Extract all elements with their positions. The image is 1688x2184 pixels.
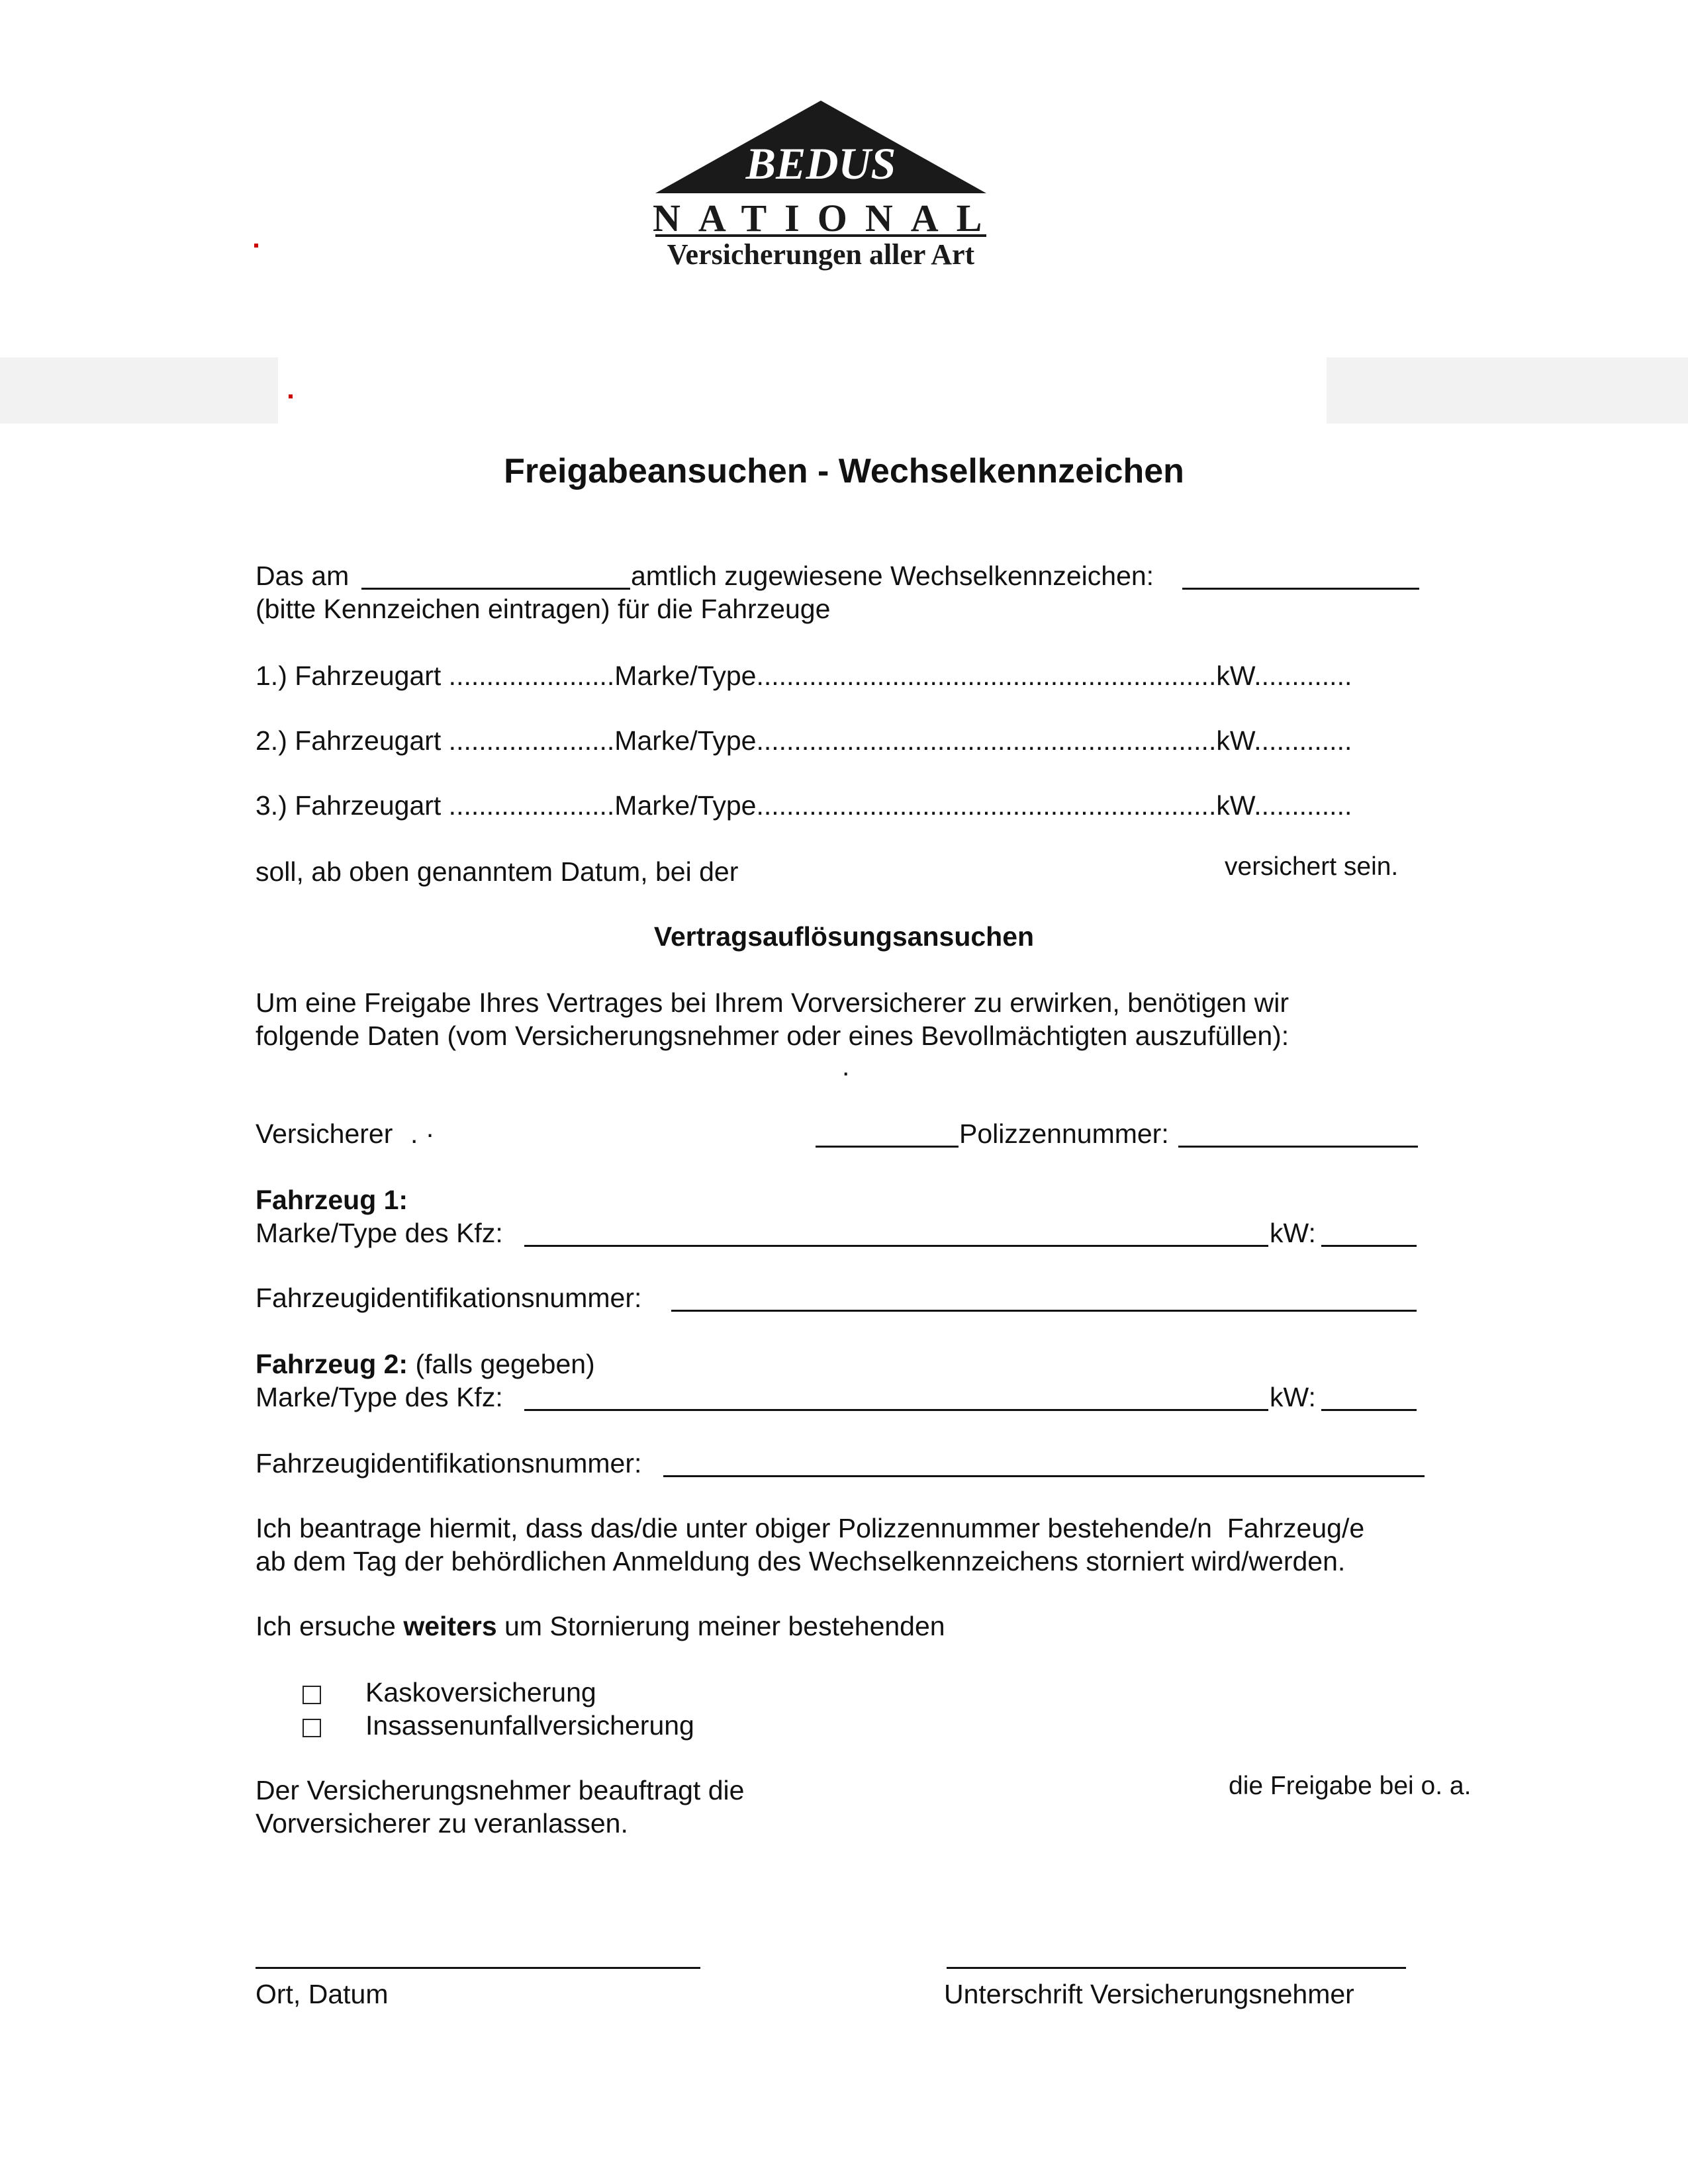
signature-label: Unterschrift Versicherungsnehmer: [944, 1979, 1354, 2009]
ersuche-suffix: um Stornierung meiner bestehenden: [496, 1611, 945, 1641]
fahrzeug1-marke-field[interactable]: [524, 1245, 1268, 1247]
kennzeichen-hint: (bitte Kennzeichen eintragen) für die Fahrzeuge: [256, 594, 831, 624]
date-field[interactable]: [361, 588, 630, 590]
center-dot: .: [842, 1051, 850, 1081]
fahrzeug2-fin-label: Fahrzeugidentifikationsnummer:: [256, 1448, 642, 1479]
logo-rule: [655, 234, 986, 237]
versicherer-dots: . ·: [410, 1118, 435, 1149]
fahrzeug2-heading: Fahrzeug 2:: [256, 1349, 408, 1379]
polizzennummer-field[interactable]: [1178, 1146, 1418, 1148]
fahrzeug1-marke-label: Marke/Type des Kfz:: [256, 1218, 503, 1248]
vehicle-line-2[interactable]: 2.) Fahrzeugart ......................Marke/Type.............................................................kW.............: [256, 725, 1352, 756]
kasko-checkbox[interactable]: [303, 1686, 321, 1704]
storno-paragraph-line1: Ich beantrage hiermit, dass das/die unter obiger Polizzennummer bestehende/n Fahrzeug/e: [256, 1513, 1365, 1543]
soll-text: soll, ab oben genanntem Datum, bei der: [256, 856, 739, 887]
fahrzeug2-kw-field[interactable]: [1321, 1409, 1417, 1411]
ort-datum-field[interactable]: [256, 1967, 700, 1969]
fahrzeug1-fin-field[interactable]: [671, 1310, 1417, 1312]
fahrzeug2-heading-suffix: (falls gegeben): [408, 1349, 595, 1379]
amtlich-label: amtlich zugewiesene Wechselkennzeichen:: [631, 561, 1154, 591]
logo-name: NATIONAL: [653, 197, 1000, 240]
header-band-right: [1327, 357, 1688, 424]
logo-brand: BEDUS: [745, 138, 896, 189]
fahrzeug1-fin-label: Fahrzeugidentifikationsnummer:: [256, 1283, 642, 1313]
fahrzeug1-kw-field[interactable]: [1321, 1245, 1417, 1247]
form-title: Freigabeansuchen - Wechselkennzeichen: [504, 452, 1184, 490]
versicherer-field[interactable]: [816, 1146, 959, 1148]
fahrzeug1-kw-label: kW:: [1270, 1218, 1316, 1248]
auftrag-line1: Der Versicherungsnehmer beauftragt die: [256, 1775, 745, 1805]
das-am-label: Das am: [256, 561, 350, 591]
insassen-checkbox[interactable]: [303, 1719, 321, 1737]
ersuche-bold: weiters: [403, 1611, 497, 1641]
vehicle-line-1[interactable]: 1.) Fahrzeugart ......................Marke/Type.............................................................kW.............: [256, 660, 1352, 691]
polizzennummer-label: Polizzennummer:: [959, 1118, 1169, 1149]
kasko-label: Kaskoversicherung: [365, 1677, 596, 1707]
insassen-label: Insassenunfallversicherung: [365, 1710, 694, 1741]
kennzeichen-field[interactable]: [1182, 588, 1419, 590]
fahrzeug1-heading: Fahrzeug 1:: [256, 1185, 408, 1215]
vehicle-line-3[interactable]: 3.) Fahrzeugart ......................Marke/Type.............................................................kW.............: [256, 790, 1352, 821]
versicherer-label: Versicherer: [256, 1118, 393, 1149]
storno-paragraph-line2: ab dem Tag der behördlichen Anmeldung des Wechselkennzeichens storniert wird/werden.: [256, 1546, 1346, 1576]
signature-field[interactable]: [947, 1967, 1406, 1969]
ort-datum-label: Ort, Datum: [256, 1979, 389, 2009]
red-mark-top: [254, 244, 258, 248]
company-logo: [653, 99, 1000, 278]
logo-tagline: Versicherungen aller Art: [667, 238, 975, 271]
fahrzeug2-fin-field[interactable]: [663, 1475, 1425, 1477]
fahrzeug2-heading-row: [256, 1347, 595, 1381]
intro-paragraph-line1: Um eine Freigabe Ihres Vertrages bei Ihrem Vorversicherer zu erwirken, benötigen wir: [256, 987, 1289, 1018]
versichert-text: versichert sein.: [1225, 852, 1399, 881]
fahrzeug2-kw-label: kW:: [1270, 1382, 1316, 1412]
intro-paragraph-line2: folgende Daten (vom Versicherungsnehmer oder eines Bevollmächtigten auszufüllen):: [256, 1021, 1289, 1051]
fahrzeug2-marke-label: Marke/Type des Kfz:: [256, 1382, 503, 1412]
section-title: Vertragsauflösungsansuchen: [653, 921, 1035, 952]
header-band-left: [0, 357, 278, 424]
auftrag-right: die Freigabe bei o. a.: [1229, 1772, 1472, 1800]
red-mark-band: [289, 394, 293, 398]
ersuche-prefix: Ich ersuche: [256, 1611, 404, 1641]
ersuche-paragraph: [256, 1610, 945, 1643]
fahrzeug2-marke-field[interactable]: [524, 1409, 1268, 1411]
auftrag-line2: Vorversicherer zu veranlassen.: [256, 1808, 628, 1839]
